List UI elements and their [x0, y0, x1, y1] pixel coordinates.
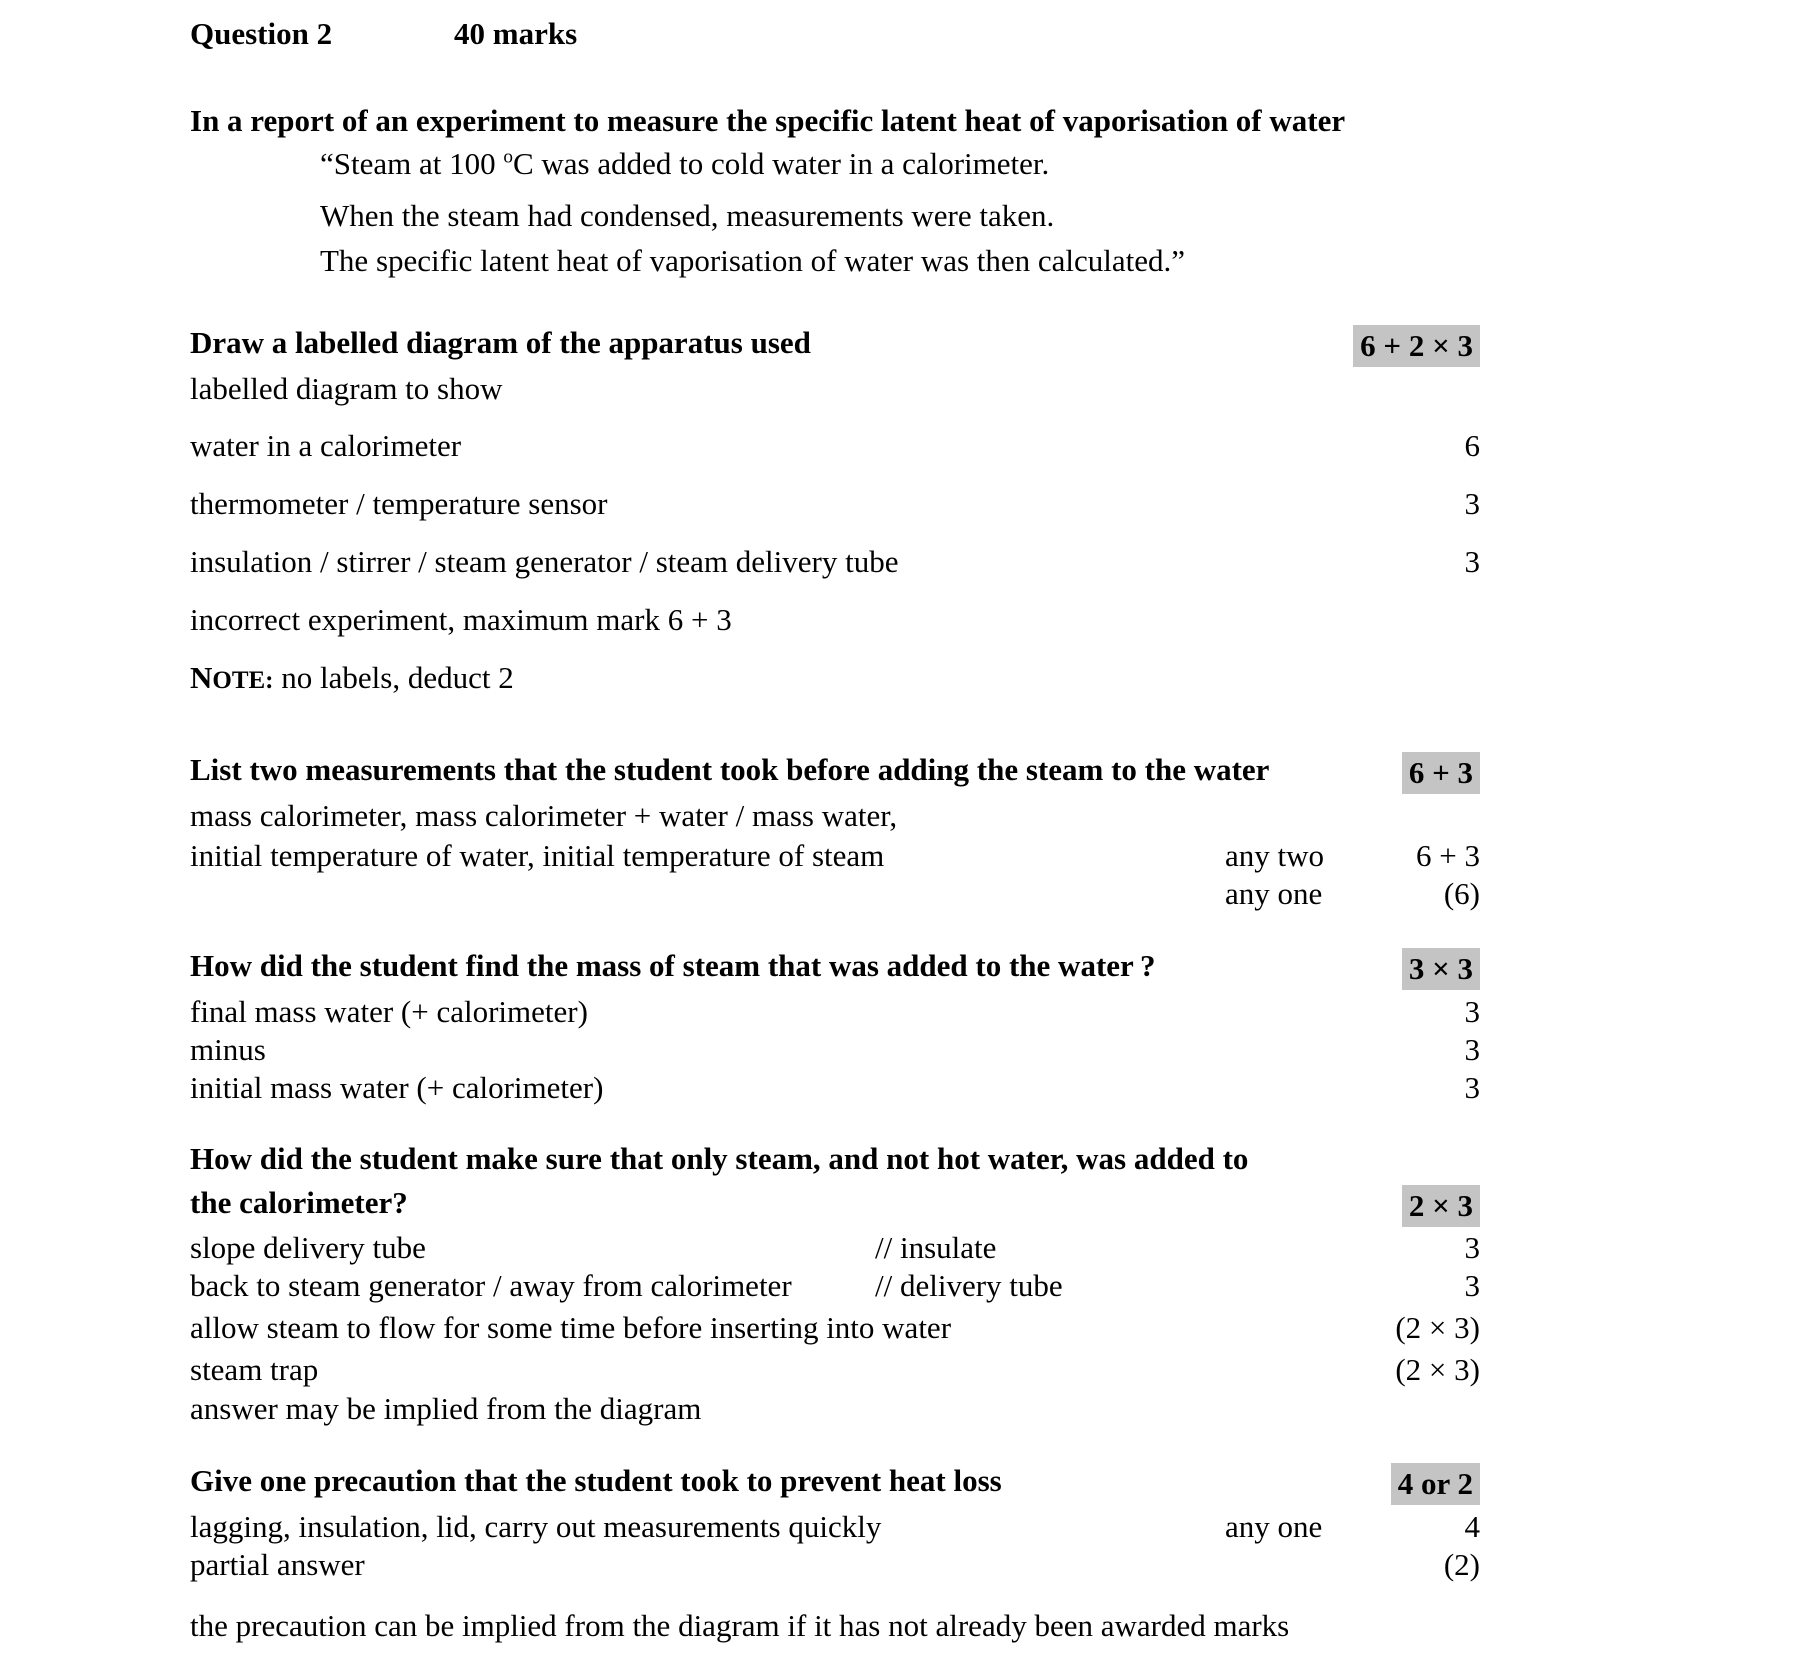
answer-text: minus — [190, 1032, 266, 1067]
section-3-line-2 — [190, 1034, 1480, 1068]
question-label: Question 2 — [190, 16, 333, 51]
section-3-line-3 — [190, 1072, 1480, 1106]
answer-text: final mass water (+ calorimeter) — [190, 994, 588, 1029]
section-4-line-1 — [190, 1232, 1480, 1266]
quote-line-3 — [320, 245, 1480, 276]
answer-mark: (2 × 3) — [1395, 1352, 1480, 1387]
answer-mark: 3 — [1464, 1070, 1480, 1105]
answer-text: back to steam generator / away from calorimeter — [190, 1268, 792, 1303]
section-1-mark-box: 6 + 2 × 3 — [1353, 325, 1480, 367]
section-5-header — [190, 1463, 1480, 1505]
answer-text: steam trap — [190, 1352, 319, 1387]
section-1-heading: Draw a labelled diagram of the apparatus used — [190, 325, 811, 360]
question-header — [190, 18, 1480, 49]
answer-mark: 3 — [1464, 1032, 1480, 1067]
section-1-line-4 — [190, 546, 1480, 580]
section-4-line-2 — [190, 1270, 1480, 1304]
answer-mark: 3 — [1464, 544, 1480, 579]
section-2-line-3 — [190, 878, 1480, 912]
quote-line-1-pre: “Steam at 100 — [320, 146, 504, 181]
answer-text: mass calorimeter, mass calorimeter + water / mass water, — [190, 798, 898, 833]
intro-heading — [190, 105, 1480, 136]
section-3-header — [190, 948, 1480, 990]
answer-mark: 4 — [1464, 1509, 1480, 1544]
section-5-line-2 — [190, 1549, 1480, 1583]
answer-mark: 3 — [1464, 1230, 1480, 1265]
answer-qualifier: any one — [1225, 1509, 1323, 1544]
answer-text: partial answer — [190, 1547, 365, 1582]
answer-alternative: // delivery tube — [875, 1268, 1063, 1303]
marks-label: 40 marks — [454, 16, 578, 51]
section-4-heading-line-2: the calorimeter? — [190, 1185, 408, 1220]
section-4-line-4 — [190, 1354, 1480, 1388]
answer-mark: (6) — [1443, 876, 1480, 911]
degree-symbol: o — [503, 146, 513, 168]
section-1-note — [190, 662, 1480, 696]
answer-text: incorrect experiment, maximum mark 6 + 3 — [190, 602, 732, 637]
note-line — [190, 662, 514, 693]
section-4-line-5 — [190, 1393, 1480, 1427]
answer-mark: 6 — [1464, 428, 1480, 463]
section-5-footer — [190, 1610, 1480, 1641]
section-3-mark-box: 3 × 3 — [1402, 948, 1480, 990]
quote-line-2-text: When the steam had condensed, measurements were taken. — [320, 198, 1055, 233]
answer-text: lagging, insulation, lid, carry out measurements quickly — [190, 1509, 882, 1544]
quote-line-2 — [320, 200, 1480, 231]
answer-mark: 3 — [1464, 486, 1480, 521]
section-2-heading: List two measurements that the student took before adding the steam to the water — [190, 752, 1270, 787]
section-1-line-1 — [190, 373, 1480, 407]
answer-text: initial temperature of water, initial temperature of steam — [190, 838, 885, 873]
intro-heading-text: In a report of an experiment to measure the specific latent heat of vaporisation of water — [190, 103, 1346, 138]
section-2-line-1 — [190, 800, 1480, 834]
answer-mark: 3 — [1464, 1268, 1480, 1303]
section-2-line-2 — [190, 840, 1480, 874]
section-5-heading: Give one precaution that the student took to prevent heat loss — [190, 1463, 1002, 1498]
note-smallcaps: OTE: — [212, 667, 274, 694]
answer-qualifier: any one — [1225, 876, 1323, 911]
answer-text: insulation / stirrer / steam generator / steam delivery tube — [190, 544, 899, 579]
answer-text: initial mass water (+ calorimeter) — [190, 1070, 604, 1105]
answer-mark: 6 + 3 — [1416, 838, 1480, 873]
section-3-heading: How did the student find the mass of steam that was added to the water ? — [190, 948, 1156, 983]
answer-mark: 3 — [1464, 994, 1480, 1029]
footer-text: the precaution can be implied from the diagram if it has not already been awarded marks — [190, 1608, 1290, 1643]
answer-mark: (2) — [1443, 1547, 1480, 1582]
answer-qualifier: any two — [1225, 838, 1325, 873]
answer-text: thermometer / temperature sensor — [190, 486, 608, 521]
section-4-heading-line-1 — [190, 1143, 1480, 1174]
section-4-header — [190, 1185, 1480, 1227]
section-2-header — [190, 752, 1480, 794]
answer-text: labelled diagram to show — [190, 371, 503, 406]
answer-text: allow steam to flow for some time before inserting into water — [190, 1310, 952, 1345]
answer-text: water in a calorimeter — [190, 428, 462, 463]
section-5-line-1 — [190, 1511, 1480, 1545]
section-1-line-5 — [190, 604, 1480, 638]
section-4-mark-box: 2 × 3 — [1402, 1185, 1480, 1227]
section-2-mark-box: 6 + 3 — [1402, 752, 1480, 794]
answer-alternative: // insulate — [875, 1230, 997, 1265]
quote-line-1-post: C was added to cold water in a calorimeter. — [512, 146, 1050, 181]
quote-line-1 — [320, 148, 1480, 179]
note-lead: N — [190, 660, 213, 695]
quote-line-3-text: The specific latent heat of vaporisation of water was then calculated.” — [320, 243, 1186, 278]
section-4-line-3 — [190, 1312, 1480, 1346]
section-3-line-1 — [190, 996, 1480, 1030]
answer-text: slope delivery tube — [190, 1230, 426, 1265]
section-1-line-3 — [190, 488, 1480, 522]
section-1-line-2 — [190, 430, 1480, 464]
answer-text: answer may be implied from the diagram — [190, 1391, 702, 1426]
section-1-header — [190, 325, 1480, 367]
section-4-heading: How did the student make sure that only steam, and not hot water, was added to — [190, 1141, 1249, 1176]
answer-mark: (2 × 3) — [1395, 1310, 1480, 1345]
section-5-mark-box: 4 or 2 — [1391, 1463, 1480, 1505]
note-text: no labels, deduct 2 — [273, 660, 514, 695]
